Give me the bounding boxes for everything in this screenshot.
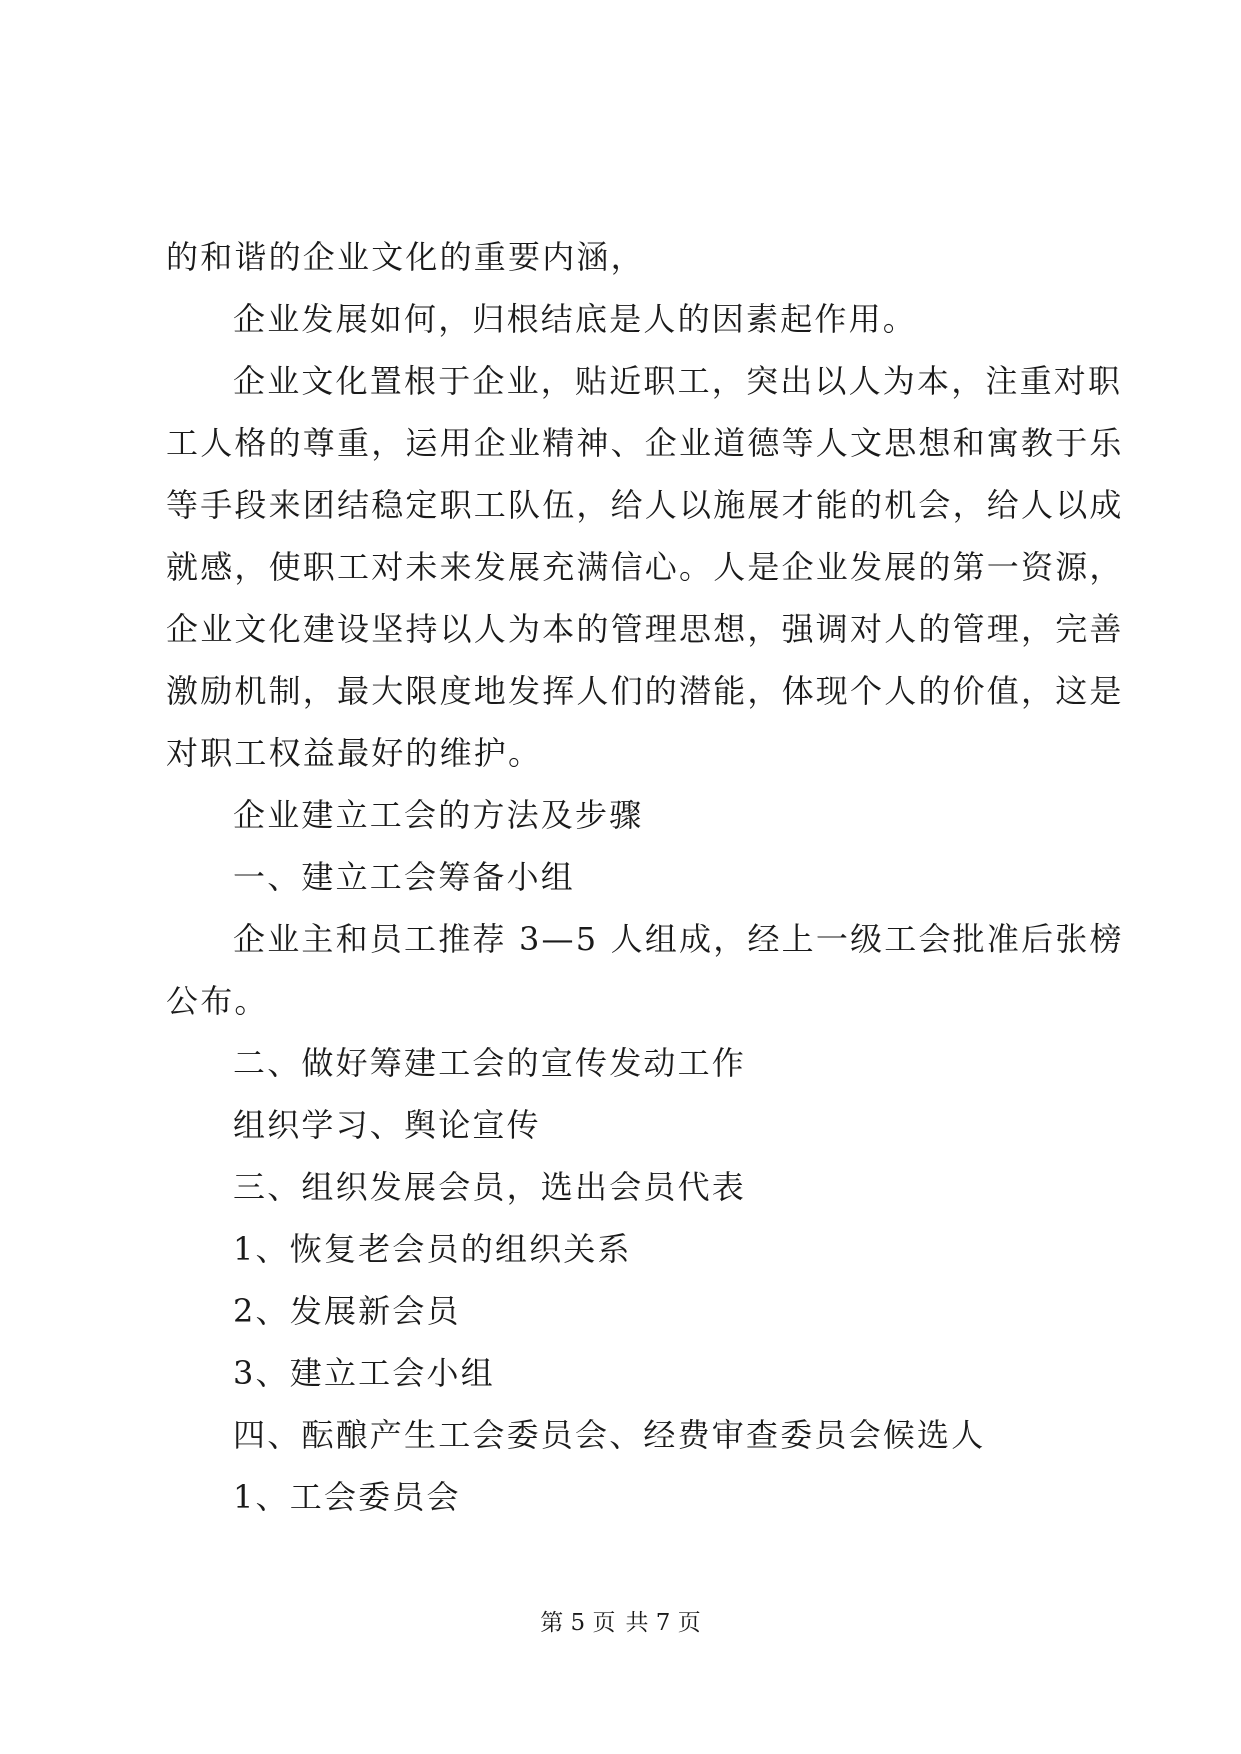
text-line: 激励机制，最大限度地发挥人们的潜能，体现个人的价值，这是: [166, 672, 1124, 710]
text-line: 工人格的尊重，运用企业精神、企业道德等人文思想和寓教于乐: [166, 424, 1124, 462]
text-line: 四、酝酿产生工会委员会、经费审查委员会候选人: [233, 1416, 986, 1454]
page-total: 共 7 页: [625, 1610, 701, 1636]
text-line: 1、恢复老会员的组织关系: [233, 1230, 632, 1268]
page-footer: [0, 1608, 1241, 1638]
text-line: 企业文化建设坚持以人为本的管理思想，强调对人的管理，完善: [166, 610, 1124, 648]
text-line: 一、建立工会筹备小组: [233, 858, 576, 896]
page-number: 第 5 页: [540, 1610, 616, 1636]
text-line: 对职工权益最好的维护。: [166, 734, 543, 772]
text-line: 企业主和员工推荐 3—5 人组成，经上一级工会批准后张榜: [233, 920, 1124, 958]
text-line: 公布。: [166, 982, 269, 1020]
text-line: 企业发展如何，归根结底是人的因素起作用。: [233, 300, 918, 338]
text-line: 二、做好筹建工会的宣传发动工作: [233, 1044, 747, 1082]
text-line: 企业建立工会的方法及步骤: [233, 796, 644, 834]
text-line: 就感，使职工对未来发展充满信心。人是企业发展的第一资源，: [166, 548, 1124, 586]
text-line: 三、组织发展会员，选出会员代表: [233, 1168, 747, 1206]
text-line: 组织学习、舆论宣传: [233, 1106, 541, 1144]
text-line: 3、建立工会小组: [233, 1354, 495, 1392]
text-line: 的和谐的企业文化的重要内涵，: [166, 238, 645, 276]
text-line: 等手段来团结稳定职工队伍，给人以施展才能的机会，给人以成: [166, 486, 1124, 524]
document-body: [166, 226, 1124, 1528]
text-line: 企业文化置根于企业，贴近职工，突出以人为本，注重对职: [233, 362, 1123, 400]
text-line: 1、工会委员会: [233, 1478, 461, 1516]
text-line: 2、发展新会员: [233, 1292, 461, 1330]
